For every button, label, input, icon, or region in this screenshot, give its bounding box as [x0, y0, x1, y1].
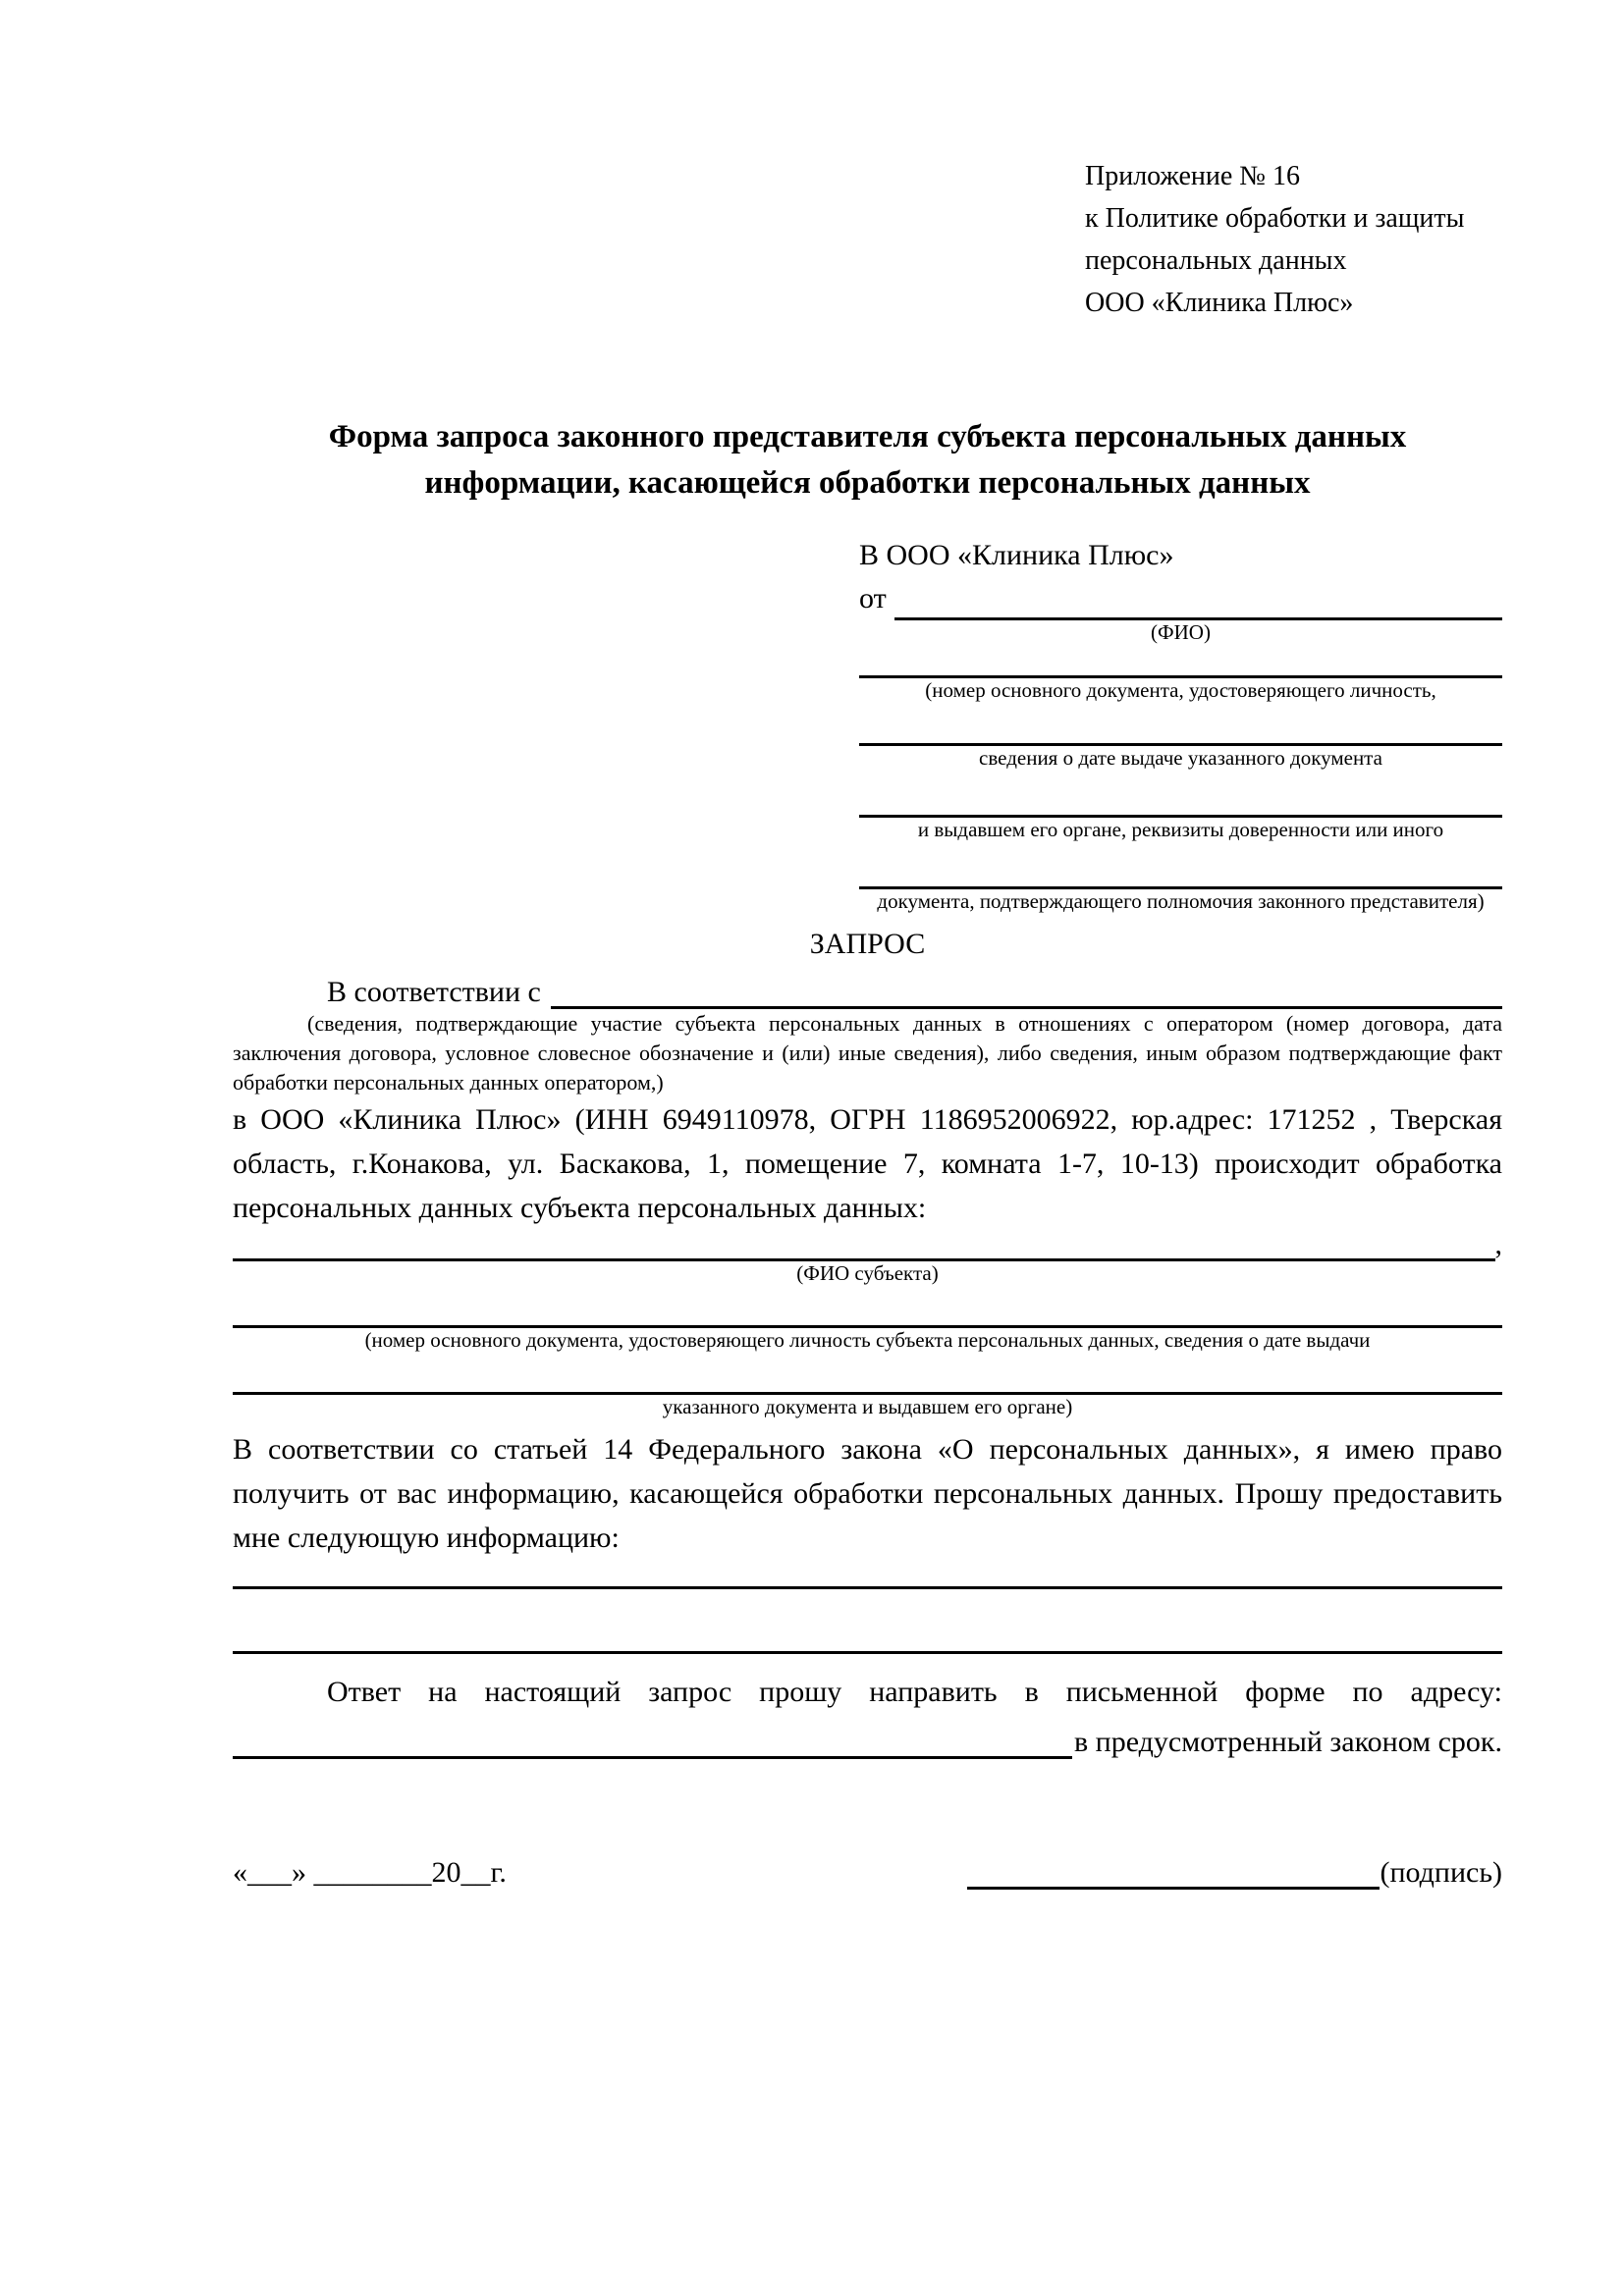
- blank-line-issuer: [859, 770, 1502, 818]
- annex-note-line-1: Приложение № 16: [1085, 161, 1300, 191]
- signature-caption: (подпись): [1380, 1856, 1502, 1889]
- authority-doc-caption: документа, подтверждающего полномочия законного представителя): [877, 889, 1485, 913]
- subject-comma: ,: [1494, 1228, 1502, 1260]
- addressee-block: [859, 534, 1502, 913]
- annex-note-line-2: к Политике обработки и защиты: [1085, 203, 1465, 234]
- reply-tail: в предусмотренный законом срок.: [1074, 1726, 1502, 1758]
- intro-row: [233, 966, 1502, 1009]
- reply-address-blank-line: [233, 1717, 1072, 1759]
- footer-row: [233, 1845, 1502, 1890]
- form-title: Форма запроса законного представителя субъекта персональных данных информации, касающейся обработки персональных данных: [328, 419, 1407, 501]
- reply-address-row: [233, 1714, 1502, 1759]
- fio-caption: (ФИО): [1151, 620, 1211, 644]
- issuer-caption: и выдавшем его органе, реквизиты доверенности или иного: [917, 818, 1444, 841]
- subject-doc-caption-2: указанного документа и выдавшем его органе): [662, 1395, 1073, 1418]
- from-blank-line: [894, 580, 1502, 620]
- info-blank-line-2: [233, 1650, 1502, 1654]
- blank-line-doc-number: [859, 644, 1502, 678]
- operator-paragraph: в ООО «Клиника Плюс» (ИНН 6949110978, ОГРН 1186952006922, юр.адрес: 171252 , Тверская область, г.Конакова, ул. Баскакова, 1, помещение 7, комната 1-7, 10-13) происходит обработка персональных данных субъекта персональных данных:: [233, 1103, 1502, 1224]
- law-paragraph: В соответствии со статьей 14 Федерального закона «О персональных данных», я имею право получить от вас информацию, касающейся обработки персональных данных. Прошу предоставить мне следующую информацию:: [233, 1433, 1502, 1554]
- blank-line-authority-doc: [859, 841, 1502, 889]
- subject-doc-blank-line-1: [233, 1286, 1502, 1328]
- date-line: «___» ________20__г.: [233, 1856, 507, 1889]
- intro-blank-line: [551, 969, 1502, 1009]
- from-label: от: [859, 582, 887, 614]
- annex-note-line-4: ООО «Клиника Плюс»: [1085, 288, 1354, 318]
- document-content: [233, 155, 1502, 1890]
- annex-note-line-3: персональных данных: [1085, 245, 1347, 276]
- subject-fio-caption: (ФИО субъекта): [796, 1261, 939, 1285]
- signature-blank-line: [967, 1849, 1380, 1890]
- request-heading: ЗАПРОС: [809, 928, 926, 960]
- addressee-from-row: [859, 577, 1502, 620]
- subject-doc-blank-line-2: [233, 1353, 1502, 1395]
- reply-paragraph: Ответ на настоящий запрос прошу направить в письменной форме по адресу:: [327, 1676, 1502, 1708]
- doc-number-caption: (номер основного документа, удостоверяющего личность,: [925, 678, 1436, 702]
- intro-label: В соответствии с: [327, 976, 541, 1008]
- info-blank-line-1: [233, 1585, 1502, 1589]
- subject-blank-row: [233, 1230, 1502, 1261]
- intro-note: (сведения, подтверждающие участие субъекта персональных данных в отношениях с оператором (номер договора, дата заключения договора, условное словесное обозначение и (или) иные сведения), либо сведения, иным образом подтверждающие факт обработки персональных данных оператором,): [233, 1011, 1502, 1095]
- blank-line-issue-date: [859, 702, 1502, 746]
- addressee-to: В ООО «Клиника Плюс»: [859, 539, 1174, 571]
- signature-group: [967, 1849, 1502, 1890]
- subject-fio-blank-line: [233, 1231, 1495, 1261]
- annex-note: [1085, 155, 1502, 324]
- subject-doc-caption-1: (номер основного документа, удостоверяющего личность субъекта персональных данных, сведения о дате выдачи: [364, 1328, 1371, 1352]
- issue-date-caption: сведения о дате выдаче указанного документа: [979, 746, 1382, 770]
